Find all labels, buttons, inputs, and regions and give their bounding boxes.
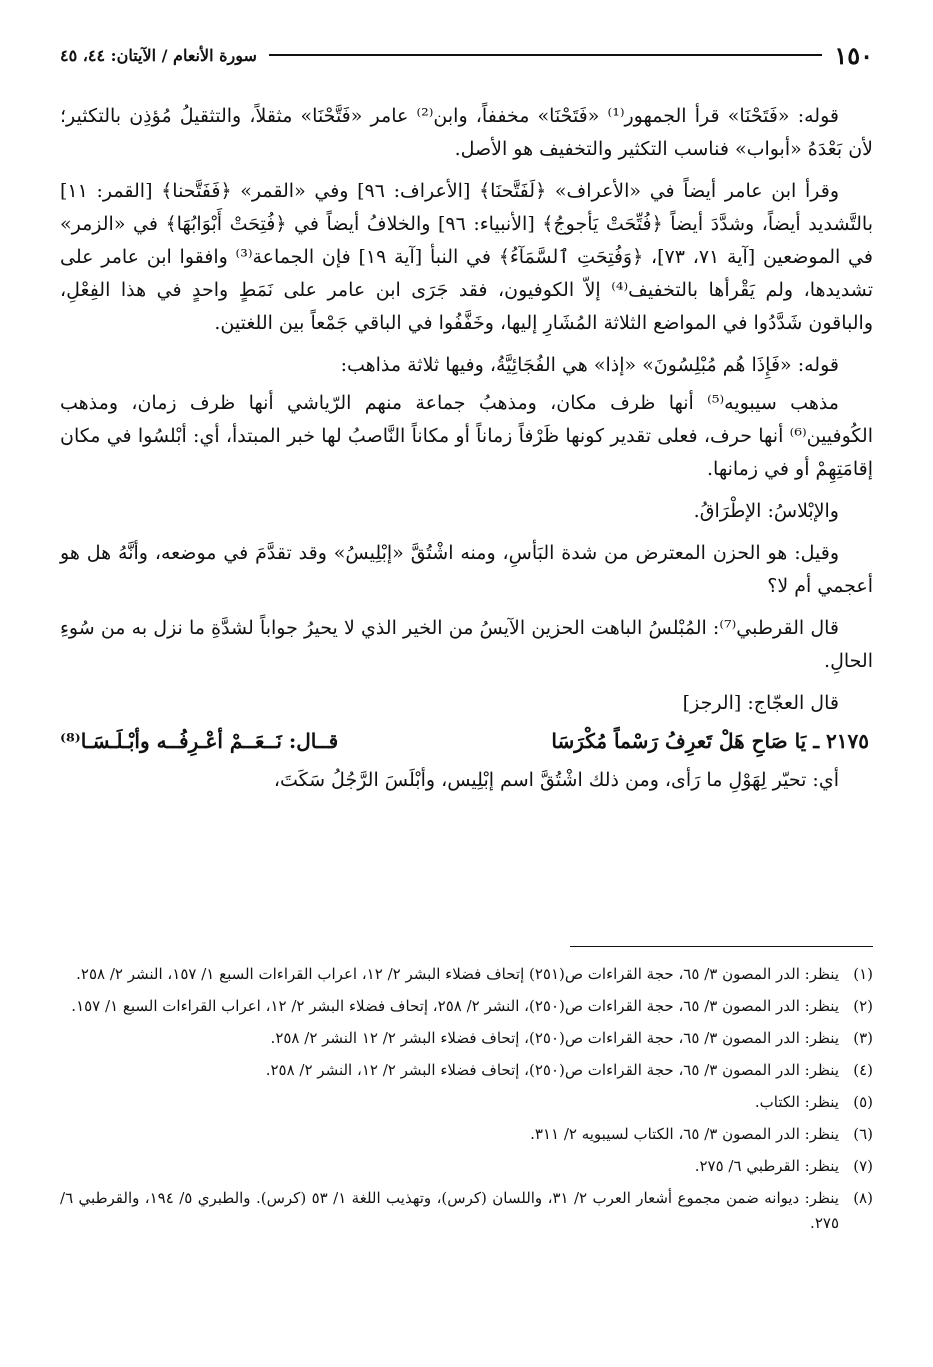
paragraph-qurtubi: قال القرطبي⁽⁷⁾: المُبْلسُ الباهت الحزين الآيسُ من الخير الذي لا يحيرُ جواباً لشدَّةِ ما نزل به من سُوءِ الحالِ. xyxy=(60,617,873,672)
footnote-number: (٨) xyxy=(853,1189,873,1207)
footnote xyxy=(60,962,873,987)
paragraph-iblas: والإبْلاسُ: الإطْرَاقُ. xyxy=(693,500,839,522)
footnote-text: ينظر: الدر المصون ٣/ ٦٥، الكتاب لسيبويه ٢/ ٣١١. xyxy=(530,1125,839,1143)
main-text xyxy=(60,100,873,806)
footnote-number: (٦) xyxy=(853,1125,873,1143)
footnote xyxy=(60,1122,873,1147)
footnote-text: ينظر: الدر المصون ٣/ ٦٥، حجة القراءات ص(٢٥١) إتحاف فضلاء البشر ٢/ ١٢، اعراب القراءات السبع ١/ ١٥٧، النشر ٢/ ٢٥٨. xyxy=(76,965,839,983)
footnotes xyxy=(60,962,873,1243)
footnote-text: ينظر: ديوانه ضمن مجموع أشعار العرب ٢/ ٣١، واللسان (كرس)، وتهذيب اللغة ١/ ٥٣ (كرس). والطبري ٥/ ١٩٤، والقرطبي ٦/ ٢٧٥. xyxy=(60,1189,839,1232)
footnote xyxy=(60,994,873,1019)
paragraph-closing: أي: تحيّر لِهَوْلِ ما رَأى، ومن ذلك اشْتُقَّ اسم إبْلِيس، وأبْلَسَ الرَّجُلُ سَكَتَ، xyxy=(273,769,839,791)
footnote-number: (٧) xyxy=(853,1157,873,1175)
footnote-text: ينظر: الدر المصون ٣/ ٦٥، حجة القراءات ص(٢٥٠)، إتحاف فضلاء البشر ٢/ ١٢، النشر ٢/ ٢٥٨. xyxy=(265,1061,839,1079)
paragraph-madhahib: مذهب سيبويه⁽⁵⁾ أنها ظرف مكان، ومذهبُ جماعة منهم الرّياشي أنها ظرف زمان، ومذهب الكُوفيين⁽⁶⁾ أنها حرف، فعلى تقدير كونها ظَرْفاً زماناً أو مكاناً النَّاصبُ لها خبر المبتدأ، أي: أبْلسُوا في مكان إقامَتِهِمْ أو في زمانها. xyxy=(60,392,873,480)
footnote xyxy=(60,1058,873,1083)
paragraph-reading-fatahna: قوله: «فَتَحْنَا» قرأ الجمهور⁽¹⁾ «فَتَحْنَا» مخففاً، وابن⁽²⁾ عامر «فَتَّحْنَا» مثقلاً، والتثقيلُ مُؤذِن بالتكثير؛ لأن بَعْدَهُ «أبواب» فناسب التكثير والتخفيف هو الأصل. xyxy=(60,105,873,160)
paragraph-idha: قوله: «فَإِذَا هُم مُبْلِسُونَ» «إذا» هي الفُجَائِيَّةُ، وفيها ثلاثة مذاهب: xyxy=(340,354,839,376)
footnote xyxy=(60,1026,873,1051)
footnote-rule xyxy=(570,946,873,947)
footnote xyxy=(60,1154,873,1179)
footnote xyxy=(60,1186,873,1236)
page-number: ١٥٠ xyxy=(834,40,873,70)
paragraph-ibn-amir: وقرأ ابن عامر أيضاً في «الأعراف» ﴿لَفَتَّحنَا﴾ [الأعراف: ٩٦] وفي «القمر» ﴿فَفَتَّحنا﴾ [القمر: ١١] بالتَّشديد أيضاً، وشدَّدَ أيضاً ﴿فُتِّحَتْ يَأجوجُ﴾ [الأنبياء: ٩٦] والخلافُ أيضاً في ﴿فُتِحَتْ أَبْوَابُهَا﴾ في «الزمر» في الموضعين [آية ٧١، ٧٣]، ﴿وَفُتِحَتِ ٱلسَّمَآءُ﴾ في النبأ [آية ١٩] فإن الجماعة⁽³⁾ وافقوا ابن عامر على تشديدها، ولم يَقْرأها بالتخفيف⁽⁴⁾ إلاّ الكوفيون، فقد جَرَى ابن عامر على نَمَطٍ واحدٍ في هذا الفِعْلِ، والباقون شَدَّدُوا في المواضع الثلاثة المُشَارِ إليها، وخَفَّفُوا في الباقي جَمْعاً بين اللغتين. xyxy=(60,180,873,334)
footnote-number: (٢) xyxy=(853,997,873,1015)
poem-verse xyxy=(60,725,873,758)
footnote-number: (١) xyxy=(853,965,873,983)
running-title: سورة الأنعام / الآيتان: ٤٤، ٤٥ xyxy=(60,45,257,65)
header-rule xyxy=(269,54,822,56)
footnote-number: (٣) xyxy=(853,1029,873,1047)
poem-second-hemistich: قــال: نَــعَــمْ أعْـرِفُــه وأبْـلَـسَـا⁽⁸⁾ xyxy=(60,729,339,753)
page-header xyxy=(60,38,873,72)
paragraph-qila: وقيل: هو الحزن المعترض من شدة البَأسِ، ومنه اشْتُقَّ «إبْلِيسُ» وقد تقدَّمَ في موضعه، وأنَّهُ هل هو أعجمي أم لا؟ xyxy=(60,542,873,597)
footnote-text: ينظر: القرطبي ٦/ ٢٧٥. xyxy=(694,1157,839,1175)
footnote-number: (٥) xyxy=(853,1093,873,1111)
poem-first-hemistich: ٢١٧٥ ـ يَا صَاحِ هَلْ تَعرِفُ رَسْماً مُكْرَسَا xyxy=(551,729,869,753)
footnote-text: ينظر: الدر المصون ٣/ ٦٥، حجة القراءات ص(٢٥٠)، النشر ٢/ ٢٥٨، إتحاف فضلاء البشر ٢/ ١٢، اعراب القراءات السبع ١/ ١٥٧. xyxy=(71,997,839,1015)
footnote-text: ينظر: الدر المصون ٣/ ٦٥، حجة القراءات ص(٢٥٠)، إتحاف فضلاء البشر ٢/ ١٢ النشر ٢/ ٢٥٨. xyxy=(270,1029,839,1047)
footnote-text: ينظر: الكتاب. xyxy=(754,1093,839,1111)
paragraph-ajjaj: قال العجّاج: [الرجز] xyxy=(682,692,839,714)
footnote xyxy=(60,1090,873,1115)
footnote-number: (٤) xyxy=(853,1061,873,1079)
